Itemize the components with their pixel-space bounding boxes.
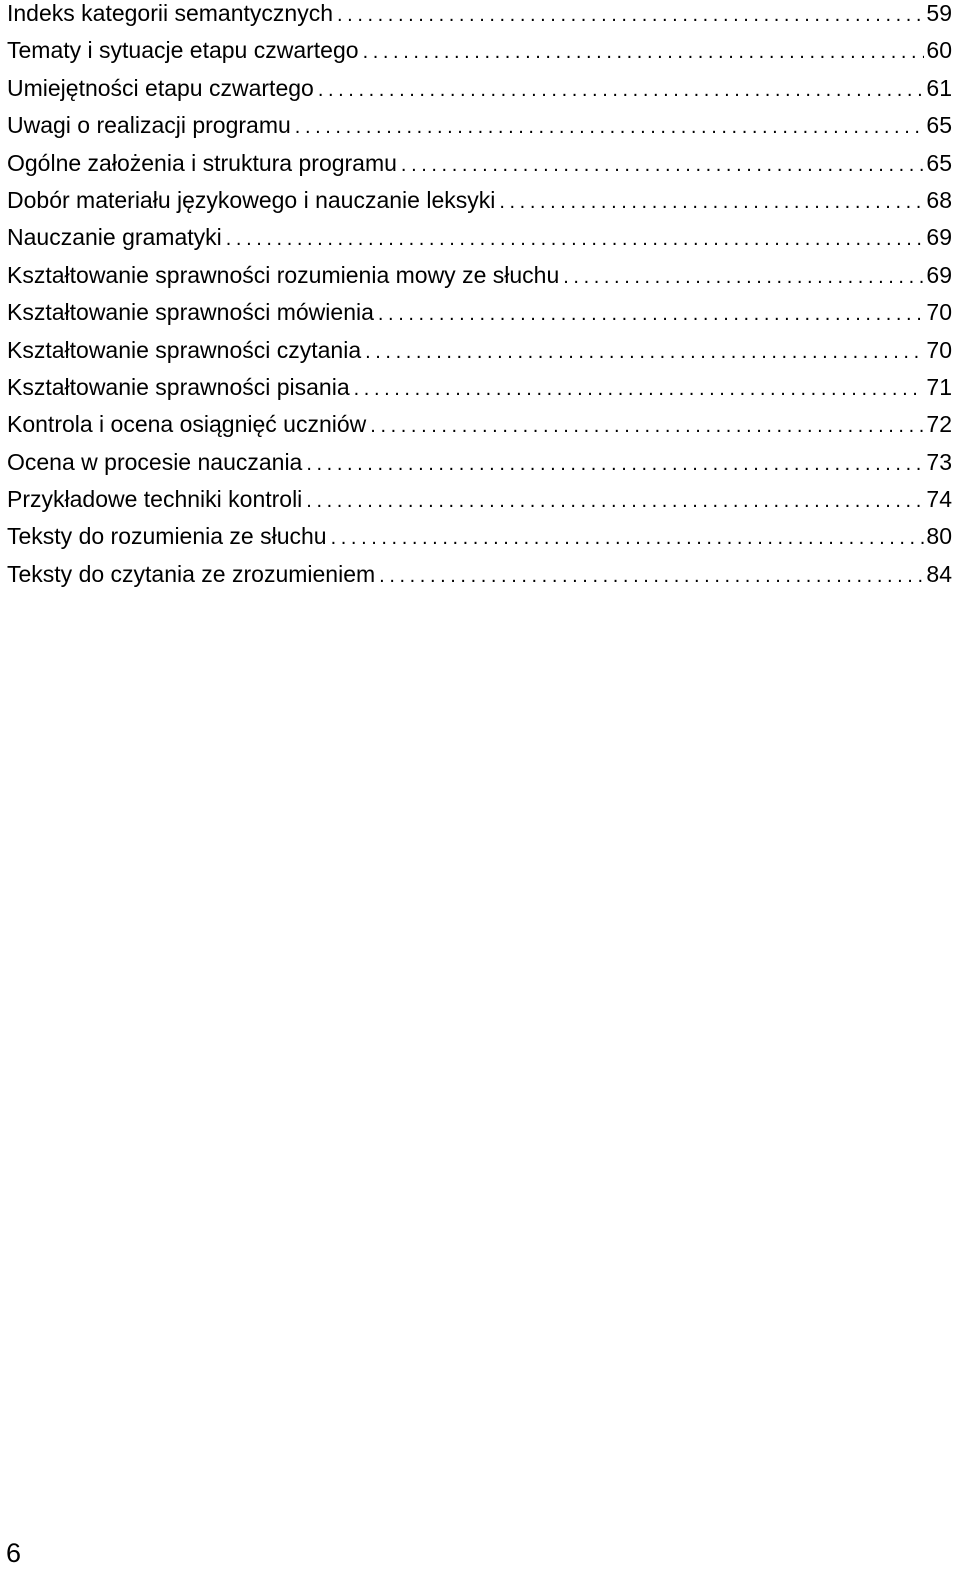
toc-entry: [7, 411, 952, 448]
toc-leader-dots: [365, 339, 924, 365]
toc-entry-title: Ogólne założenia i struktura programu: [7, 149, 397, 176]
toc-entry: [7, 523, 952, 560]
toc-leader-dots: [563, 264, 924, 290]
toc-leader-dots: [354, 376, 925, 402]
toc-leader-dots: [401, 152, 924, 178]
toc-entry-title: Indeks kategorii semantycznych: [7, 0, 333, 26]
toc-entry-title: Uwagi o realizacji programu: [7, 112, 291, 139]
toc-leader-dots: [331, 525, 925, 551]
toc-leader-dots: [306, 488, 924, 514]
toc-entry: [7, 224, 952, 261]
toc-entry-title: Nauczanie gramatyki: [7, 224, 222, 251]
toc-leader-dots: [370, 413, 924, 439]
toc-entry: [7, 262, 952, 299]
toc-leader-dots: [337, 2, 924, 28]
toc-entry: [7, 150, 952, 187]
toc-entry: [7, 37, 952, 74]
toc-entry-page: 72: [926, 411, 952, 438]
toc-entry: [7, 337, 952, 374]
toc-entry-page: 70: [926, 299, 952, 326]
toc-entry-title: Kształtowanie sprawności rozumienia mowy ze słuchu: [7, 261, 560, 288]
toc-entry-page: 71: [926, 373, 952, 400]
toc-entry: [7, 374, 952, 411]
toc-entry-title: Kształtowanie sprawności pisania: [7, 373, 350, 400]
table-of-contents: [7, 0, 952, 598]
toc-entry-title: Teksty do czytania ze zrozumieniem: [7, 560, 376, 587]
toc-entry-title: Kształtowanie sprawności czytania: [7, 336, 362, 363]
toc-entry: [7, 0, 952, 37]
toc-entry: [7, 299, 952, 336]
toc-entry-title: Ocena w procesie nauczania: [7, 448, 303, 475]
toc-entry-page: 69: [926, 261, 952, 288]
toc-leader-dots: [378, 301, 925, 327]
toc-leader-dots: [226, 226, 925, 252]
toc-entry: [7, 486, 952, 523]
toc-entry-page: 61: [926, 74, 952, 101]
toc-entry-page: 60: [926, 37, 952, 64]
toc-entry-page: 68: [926, 186, 952, 213]
toc-entry-page: 69: [926, 224, 952, 251]
toc-entry: [7, 449, 952, 486]
toc-entry-title: Tematy i sytuacje etapu czwartego: [7, 37, 359, 64]
toc-entry-title: Kontrola i ocena osiągnięć uczniów: [7, 411, 367, 438]
toc-entry-page: 65: [926, 149, 952, 176]
toc-entry: [7, 561, 952, 598]
toc-entry-page: 84: [926, 560, 952, 587]
toc-entry-title: Kształtowanie sprawności mówienia: [7, 299, 374, 326]
toc-leader-dots: [379, 563, 924, 589]
toc-leader-dots: [499, 189, 924, 215]
toc-entry-title: Umiejętności etapu czwartego: [7, 74, 314, 101]
toc-entry-page: 73: [926, 448, 952, 475]
toc-entry: [7, 187, 952, 224]
toc-entry-title: Teksty do rozumienia ze słuchu: [7, 523, 327, 550]
toc-entry-page: 70: [926, 336, 952, 363]
page-number: 6: [6, 1538, 22, 1568]
toc-entry-title: Przykładowe techniki kontroli: [7, 486, 303, 513]
toc-leader-dots: [363, 39, 925, 65]
toc-entry-page: 80: [926, 523, 952, 550]
toc-entry-title: Dobór materiału językowego i nauczanie leksyki: [7, 186, 496, 213]
toc-leader-dots: [306, 451, 924, 477]
toc-entry-page: 59: [926, 0, 952, 26]
toc-leader-dots: [295, 114, 925, 140]
toc-entry-page: 74: [926, 486, 952, 513]
toc-entry-page: 65: [926, 112, 952, 139]
toc-entry: [7, 112, 952, 149]
toc-entry: [7, 75, 952, 112]
toc-leader-dots: [318, 77, 925, 103]
